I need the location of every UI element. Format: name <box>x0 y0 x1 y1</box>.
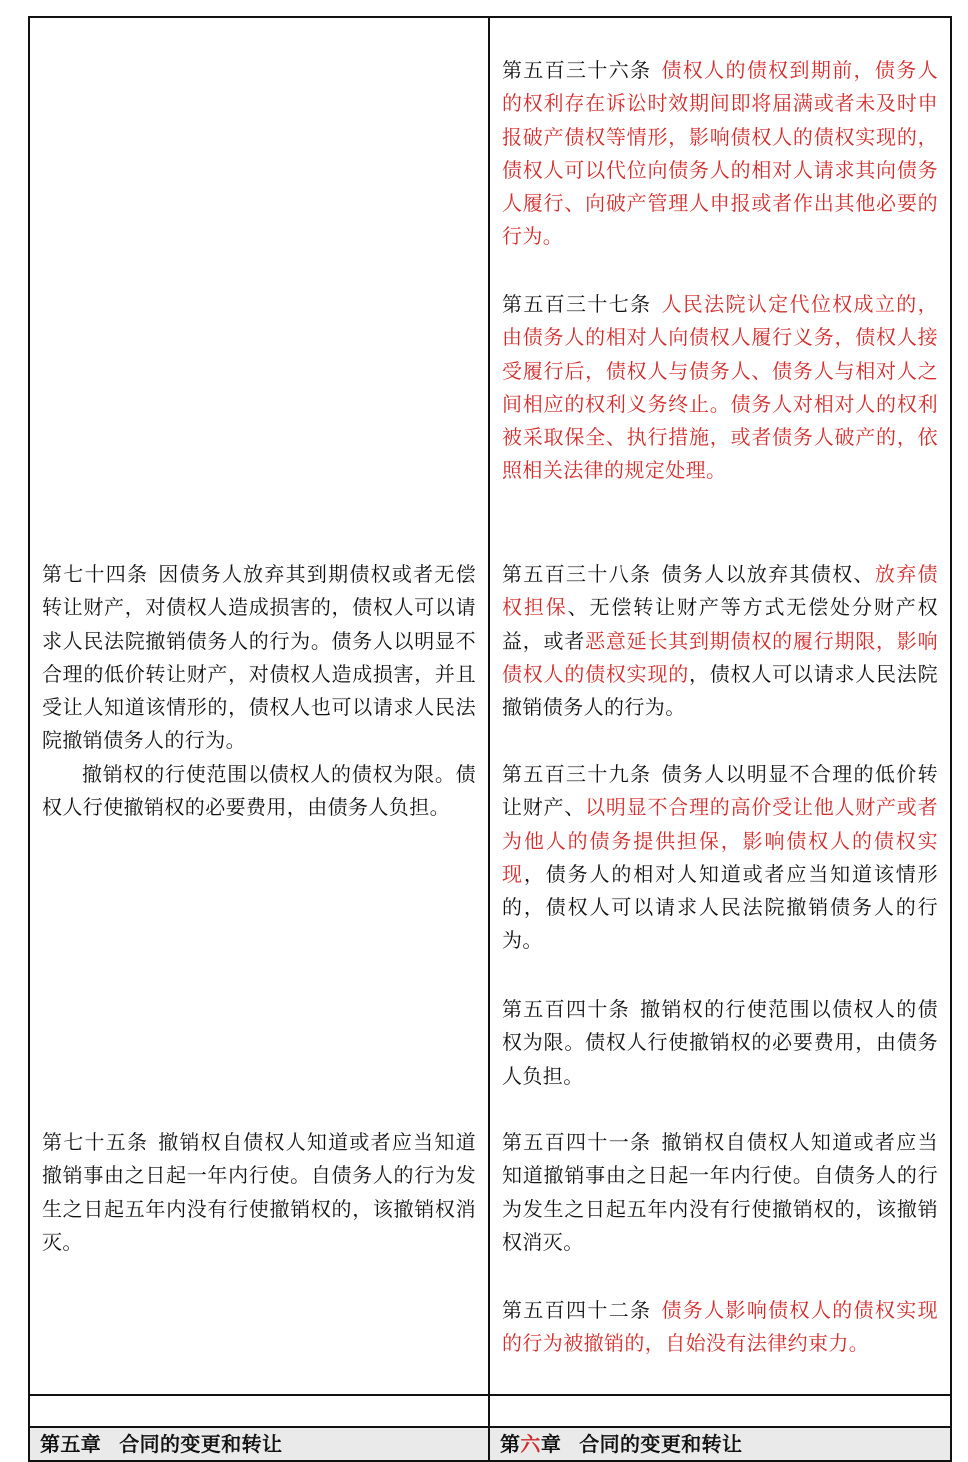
article-537-text-amended: 人民法院认定代位权成立的，由债务人的相对人向债权人履行义务，债权人接受履行后，债权人与债务人、债务人与相对人之间相应的权利义务终止。债务人对相对人的权利被采取保全、执行措施，或者债务人破产的，依照相关法律的规定处理。 <box>502 292 938 483</box>
right-chapter-title: 合同的变更和转让 <box>579 1432 743 1456</box>
article-74 <box>42 558 476 824</box>
article-540-text: 撤销权的行使范围以债权人的债权为限。债权人行使撤销权的必要费用，由债务人负担。 <box>502 997 938 1088</box>
article-538-number: 第五百三十八条 <box>502 562 652 586</box>
article-75-text: 撤销权自债权人知道或者应当知道撤销事由之日起一年内行使。自债务人的行为发生之日起五年内没有行使撤销权的，该撤销权消灭。 <box>42 1130 477 1254</box>
left-column-old-law <box>29 17 489 1395</box>
right-chapter-prefix: 第 <box>500 1432 521 1456</box>
article-538-text-2: 、无偿转让财产等方式无偿处分财产权益，或者 <box>502 595 938 653</box>
comparison-table-page <box>28 16 946 1462</box>
right-chapter-heading <box>489 1427 951 1461</box>
article-539-number: 第五百三十九条 <box>502 762 652 786</box>
article-537-number: 第五百三十七条 <box>502 292 652 316</box>
article-542-text-amended: 债务人影响债权人的债权实现的行为被撤销的，自始没有法律约束力。 <box>502 1298 938 1356</box>
article-537 <box>502 288 938 488</box>
left-chapter-heading <box>29 1427 489 1461</box>
article-536-text-amended: 债权人的债权到期前，债务人的权利存在诉讼时效期间即将届满或者未及时申报破产债权等情形，影响债权人的债权实现的，债权人可以代位向债务人的相对人请求其向债务人履行、向破产管理人申报或者作出其他必要的行为。 <box>502 58 938 249</box>
left-chapter-number: 第五章 <box>40 1432 102 1456</box>
article-538 <box>502 558 938 724</box>
article-75 <box>42 1126 476 1259</box>
article-539 <box>502 758 938 958</box>
article-542-number: 第五百四十二条 <box>502 1298 652 1322</box>
article-74-paragraph-1: 因债务人放弃其到期债权或者无偿转让财产，对债权人造成损害的，债权人可以请求人民法院撤销债务人的行为。债务人以明显不合理的低价转让财产，对债权人造成损害，并且受让人知道该情形的，债权人也可以请求人民法院撤销债务人的行为。 <box>42 562 477 753</box>
article-538-text-1: 债务人以放弃其债权、 <box>661 562 875 586</box>
article-541-number: 第五百四十一条 <box>502 1130 652 1154</box>
article-538-text-3: ，债权人可以请求人民法院撤销债务人的行为。 <box>502 661 938 720</box>
right-chapter-suffix: 章 <box>540 1432 562 1456</box>
right-column-civil-code <box>489 17 951 1395</box>
left-chapter-title: 合同的变更和转让 <box>119 1432 283 1456</box>
content-row <box>29 17 951 1395</box>
article-542 <box>502 1294 938 1361</box>
article-75-number: 第七十五条 <box>42 1130 149 1154</box>
article-541 <box>502 1126 938 1259</box>
article-540 <box>502 993 938 1093</box>
article-74-paragraph-2: 撤销权的行使范围以债权人的债权为限。债权人行使撤销权的必要费用，由债务人负担。 <box>42 761 476 820</box>
article-536 <box>502 54 938 254</box>
article-539-amended: 以明显不合理的高价受让他人财产或者为他人的债务提供担保，影响债权人的债权实现 <box>502 795 938 886</box>
law-comparison-table <box>28 16 952 1462</box>
article-540-number: 第五百四十条 <box>502 997 631 1021</box>
right-chapter-number-amended: 六 <box>520 1432 541 1456</box>
article-538-amended-1: 放弃债权担保 <box>502 562 938 620</box>
article-536-number: 第五百三十六条 <box>502 58 652 82</box>
chapter-heading-row <box>29 1427 951 1461</box>
spacer-row <box>29 1395 951 1427</box>
article-539-text-2: ，债务人的相对人知道或者应当知道该情形的，债权人可以请求人民法院撤销债务人的行为。 <box>502 861 938 953</box>
article-539-text-1: 债务人以明显不合理的低价转让财产、 <box>502 762 938 820</box>
article-541-text: 撤销权自债权人知道或者应当知道撤销事由之日起一年内行使。自债务人的行为发生之日起五年内没有行使撤销权的，该撤销权消灭。 <box>502 1130 938 1254</box>
article-538-amended-2: 恶意延长其到期债权的履行期限，影响债权人的债权实现的 <box>502 628 938 686</box>
article-74-number: 第七十四条 <box>42 562 149 586</box>
